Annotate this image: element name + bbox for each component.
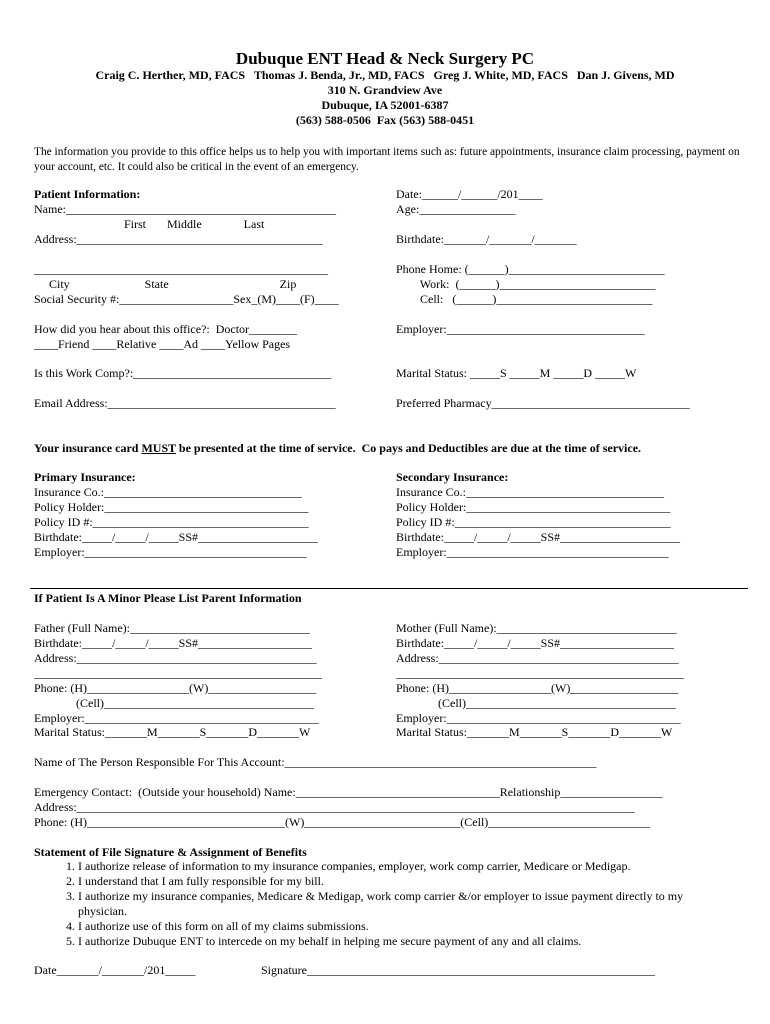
work-comp-field[interactable]: Is this Work Comp?:_________________________________ xyxy=(34,366,332,380)
statement-item: 5. I authorize Dubuque ENT to intercede on my behalf in helping me secure payment of any and all claims. xyxy=(78,934,724,949)
birthdate-field[interactable]: Birthdate:_______/_______/_______ xyxy=(396,232,577,246)
signature-date-field[interactable]: Date_______/_______/201_____ xyxy=(34,963,196,977)
name-parts-labels: First Middle Last xyxy=(124,217,265,231)
primary-policy-holder-field[interactable]: Policy Holder:__________________________________ xyxy=(34,500,309,514)
date-field[interactable]: Date:______/______/201____ xyxy=(396,187,543,201)
mother-cell-field[interactable]: (Cell)___________________________________ xyxy=(396,696,676,710)
father-cell-field[interactable]: (Cell)___________________________________ xyxy=(34,696,314,710)
section-divider xyxy=(30,588,748,589)
secondary-policy-id-field[interactable]: Policy ID #:____________________________________ xyxy=(396,515,671,529)
city-state-zip-labels: City State Zip xyxy=(34,277,297,291)
father-birthdate-ssn-field[interactable]: Birthdate:_____/_____/_____SS#___________________ xyxy=(34,636,313,650)
secondary-employer-field[interactable]: Employer:_____________________________________ xyxy=(396,545,669,559)
secondary-insurance-heading: Secondary Insurance: xyxy=(396,470,509,484)
referral-options[interactable]: ____Friend ____Relative ____Ad ____Yellow Pages xyxy=(34,337,291,351)
phone-home-field[interactable]: Phone Home: (______)__________________________ xyxy=(396,262,665,276)
patient-address-field[interactable]: Address:_________________________________________ xyxy=(34,232,323,246)
mother-employer-field[interactable]: Employer:_______________________________________ xyxy=(396,711,681,725)
statement-item: 2. I understand that I am fully responsible for my bill. xyxy=(78,874,724,889)
mother-address-line2[interactable]: ________________________________________________ xyxy=(396,666,684,680)
phone-work-field[interactable]: Work: (______)__________________________ xyxy=(396,277,656,291)
age-field[interactable]: Age:________________ xyxy=(396,202,516,216)
emergency-contact-field[interactable]: Emergency Contact: (Outside your household) Name:__________________________________Relationship_________________ xyxy=(34,785,663,799)
intro-paragraph: The information you provide to this office helps us to help you with important items such as: future appointments, insurance claim processing, payment on your account, etc. It could also be critical in the event of an emergency. xyxy=(34,146,740,173)
primary-insurance-heading: Primary Insurance: xyxy=(34,470,136,484)
phone-cell-field[interactable]: Cell: (______)__________________________ xyxy=(396,292,653,306)
emergency-phone-field[interactable]: Phone: (H)_________________________________(W)__________________________(Cell)___________________________ xyxy=(34,815,651,829)
primary-policy-id-field[interactable]: Policy ID #:____________________________________ xyxy=(34,515,309,529)
street-address: 310 N. Grandview Ave xyxy=(327,83,443,97)
email-field[interactable]: Email Address:______________________________________ xyxy=(34,396,336,410)
referral-doctor-field[interactable]: How did you hear about this office?: Doctor________ xyxy=(34,322,298,336)
statement-item: 3. I authorize my insurance companies, Medicare & Medigap, work comp carrier &/or employer to issue payment directly to my physician. xyxy=(78,889,724,919)
practice-title: Dubuque ENT Head & Neck Surgery PC xyxy=(235,49,535,68)
primary-employer-field[interactable]: Employer:_____________________________________ xyxy=(34,545,307,559)
signature-field[interactable]: Signature__________________________________________________________ xyxy=(261,963,655,977)
physician-list: Craig C. Herther, MD, FACS Thomas J. Benda, Jr., MD, FACS Greg J. White, MD, FACS Dan J. Givens, MD xyxy=(95,68,675,82)
father-name-field[interactable]: Father (Full Name):______________________________ xyxy=(34,621,310,635)
preferred-pharmacy-field[interactable]: Preferred Pharmacy_________________________________ xyxy=(396,396,690,410)
father-phone-field[interactable]: Phone: (H)_________________(W)__________________ xyxy=(34,681,317,695)
mother-name-field[interactable]: Mother (Full Name):______________________________ xyxy=(396,621,677,635)
secondary-birthdate-ssn-field[interactable]: Birthdate:_____/_____/_____SS#____________________ xyxy=(396,530,681,544)
patient-address-line2[interactable]: _________________________________________________ xyxy=(34,262,328,276)
responsible-person-field[interactable]: Name of The Person Responsible For This Account:____________________________________________________ xyxy=(34,755,597,769)
mother-phone-field[interactable]: Phone: (H)_________________(W)__________________ xyxy=(396,681,679,695)
secondary-insurance-co-field[interactable]: Insurance Co.:_________________________________ xyxy=(396,485,664,499)
father-address-line2[interactable]: ________________________________________________ xyxy=(34,666,322,680)
secondary-policy-holder-field[interactable]: Policy Holder:__________________________________ xyxy=(396,500,671,514)
insurance-notice: Your insurance card MUST be presented at the time of service. Co pays and Deductibles are due at the time of service. xyxy=(34,441,642,455)
ssn-sex-field[interactable]: Social Security #:___________________Sex_(M)____(F)____ xyxy=(34,292,339,306)
emergency-address-field[interactable]: Address:_____________________________________________________________________________________________ xyxy=(34,800,635,814)
marital-status-field[interactable]: Marital Status: _____S _____M _____D _____W xyxy=(396,366,637,380)
phone-fax: (563) 588-0506 Fax (563) 588-0451 xyxy=(295,113,475,127)
employer-field[interactable]: Employer:_________________________________ xyxy=(396,322,645,336)
mother-birthdate-ssn-field[interactable]: Birthdate:_____/_____/_____SS#___________________ xyxy=(396,636,675,650)
statement-heading: Statement of File Signature & Assignment of Benefits xyxy=(34,845,307,859)
patient-name-field[interactable]: Name:_____________________________________________ xyxy=(34,202,336,216)
primary-birthdate-ssn-field[interactable]: Birthdate:_____/_____/_____SS#____________________ xyxy=(34,530,319,544)
patient-info-heading: Patient Information: xyxy=(34,187,141,201)
father-marital-field[interactable]: Marital Status:_______M_______S_______D_______W xyxy=(34,725,311,739)
primary-insurance-co-field[interactable]: Insurance Co.:_________________________________ xyxy=(34,485,302,499)
statement-item: 4. I authorize use of this form on all of my claims submissions. xyxy=(78,919,724,934)
statement-item: 1. I authorize release of information to my insurance companies, employer, work comp carrier, Medicare or Medigap. xyxy=(78,859,724,874)
father-employer-field[interactable]: Employer:_______________________________________ xyxy=(34,711,319,725)
city-state-zip: Dubuque, IA 52001-6387 xyxy=(321,98,449,112)
mother-marital-field[interactable]: Marital Status:_______M_______S_______D_______W xyxy=(396,725,673,739)
father-address-field[interactable]: Address:________________________________________ xyxy=(34,651,317,665)
mother-address-field[interactable]: Address:________________________________________ xyxy=(396,651,679,665)
minor-heading: If Patient Is A Minor Please List Parent Information xyxy=(34,591,302,605)
statement-list xyxy=(54,859,724,949)
